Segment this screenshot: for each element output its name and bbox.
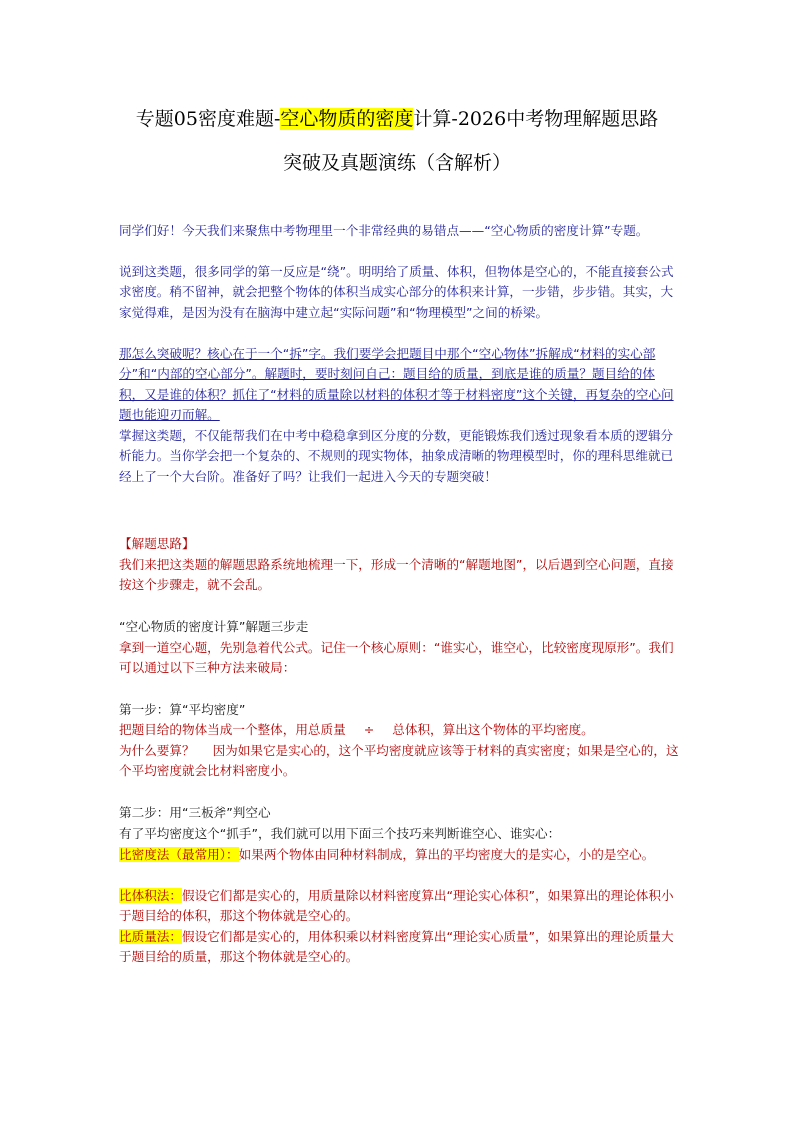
compare-volume-label: 比体积法： — [119, 888, 182, 903]
intro-paragraph-3: 那怎么突破呢？核心在于一个“拆”字。我们要学会把题目中那个“空心物体”拆解成“材料的实心部分”和“内部的空心部分”。解题时，要时刻问自己：题目给的质量，到底是谁的质量？题目给的体积，又是谁的体积？抓住了“材料的质量除以材料的体积才等于材料密度”这个关键，再复杂的空心问题也能迎刃而解。 — [119, 346, 674, 423]
method-subtitle: “空心物质的密度计算”解题三步走 — [119, 619, 309, 634]
method-principle: 拿到一道空心题，先别急着代公式。记住一个核心原则：“谁实心，谁空心，比较密度现原形”。我们可以通过以下三种方法来破局： — [119, 640, 674, 676]
document-title-line-2: 突破及真题演练（含解析） — [282, 152, 511, 174]
method-compare-density — [119, 845, 679, 865]
method-heading: 【解题思路】 — [119, 536, 195, 551]
compare-mass-label: 比质量法： — [119, 929, 182, 944]
step-2-intro: 有了平均密度这个“抓手”，我们就可以用下面三个技巧来判断谁空心、谁实心： — [119, 826, 561, 841]
step-1-description — [119, 720, 679, 740]
step-2-title: 第二步：用“三板斧”判空心 — [119, 805, 271, 820]
method-compare-mass — [119, 927, 679, 968]
compare-volume-text: 假设它们都是实心的，用质量除以材料密度算出“理论实心体积”，如果算出的理论体积小于题目给的体积，那这个物体就是空心的。 — [119, 888, 674, 924]
intro-paragraph-4: 掌握这类题，不仅能帮我们在中考中稳稳拿到区分度的分数，更能锻炼我们透过现象看本质的逻辑分析能力。当你学会把一个复杂的、不规则的现实物体，抽象成清晰的物理模型时，你的理科思维就已经上了一个大台阶。准备好了吗？让我们一起进入今天的专题突破！ — [119, 428, 674, 484]
step-1-title: 第一步：算“平均密度” — [119, 702, 246, 717]
step-1-answer: 因为如果它是实心的，这个平均密度就应该等于材料的真实密度；如果是空心的，这个平均密度就会比材料密度小。 — [119, 743, 679, 779]
method-compare-volume — [119, 886, 679, 927]
division-sign: ÷ — [363, 722, 375, 737]
title-highlighted-term: 空心物质的密度 — [280, 108, 414, 130]
title-part-a: 专题05密度难题- — [135, 108, 281, 130]
compare-density-text: 如果两个物体由同种材料制成，算出的平均密度大的是实心，小的是空心。 — [238, 847, 655, 862]
step-1-text-b: 总体积，算出这个物体的平均密度。 — [392, 722, 594, 737]
step-1-text-a: 把题目给的物体当成一个整体，用总质量 — [119, 722, 346, 737]
step-1-reason — [119, 741, 679, 782]
document-title-line-1 — [100, 104, 694, 131]
step-1-question: 为什么要算？ — [119, 743, 195, 758]
compare-density-label: 比密度法（最常用）： — [119, 847, 239, 862]
intro-paragraph-1: 同学们好！今天我们来聚焦中考物理里一个非常经典的易错点——“空心物质的密度计算”专题。 — [119, 223, 649, 238]
compare-mass-text: 假设它们都是实心的，用体积乘以材料密度算出“理论实心质量”，如果算出的理论质量大于题目给的质量，那这个物体就是空心的。 — [119, 929, 674, 965]
intro-paragraph-2: 说到这类题，很多同学的第一反应是“绕”。明明给了质量、体积，但物体是空心的，不能直接套公式求密度。稍不留神，就会把整个物体的体积当成实心部分的体积来计算，一步错，步步错。其实，大家觉得难，是因为没有在脑海中建立起“实际问题”和“物理模型”之间的桥梁。 — [119, 264, 674, 320]
method-intro: 我们来把这类题的解题思路系统地梳理一下，形成一个清晰的“解题地图”，以后遇到空心问题，直接按这个步骤走，就不会乱。 — [119, 557, 674, 593]
title-part-b: 计算-2026中考物理解题思路 — [413, 108, 659, 130]
